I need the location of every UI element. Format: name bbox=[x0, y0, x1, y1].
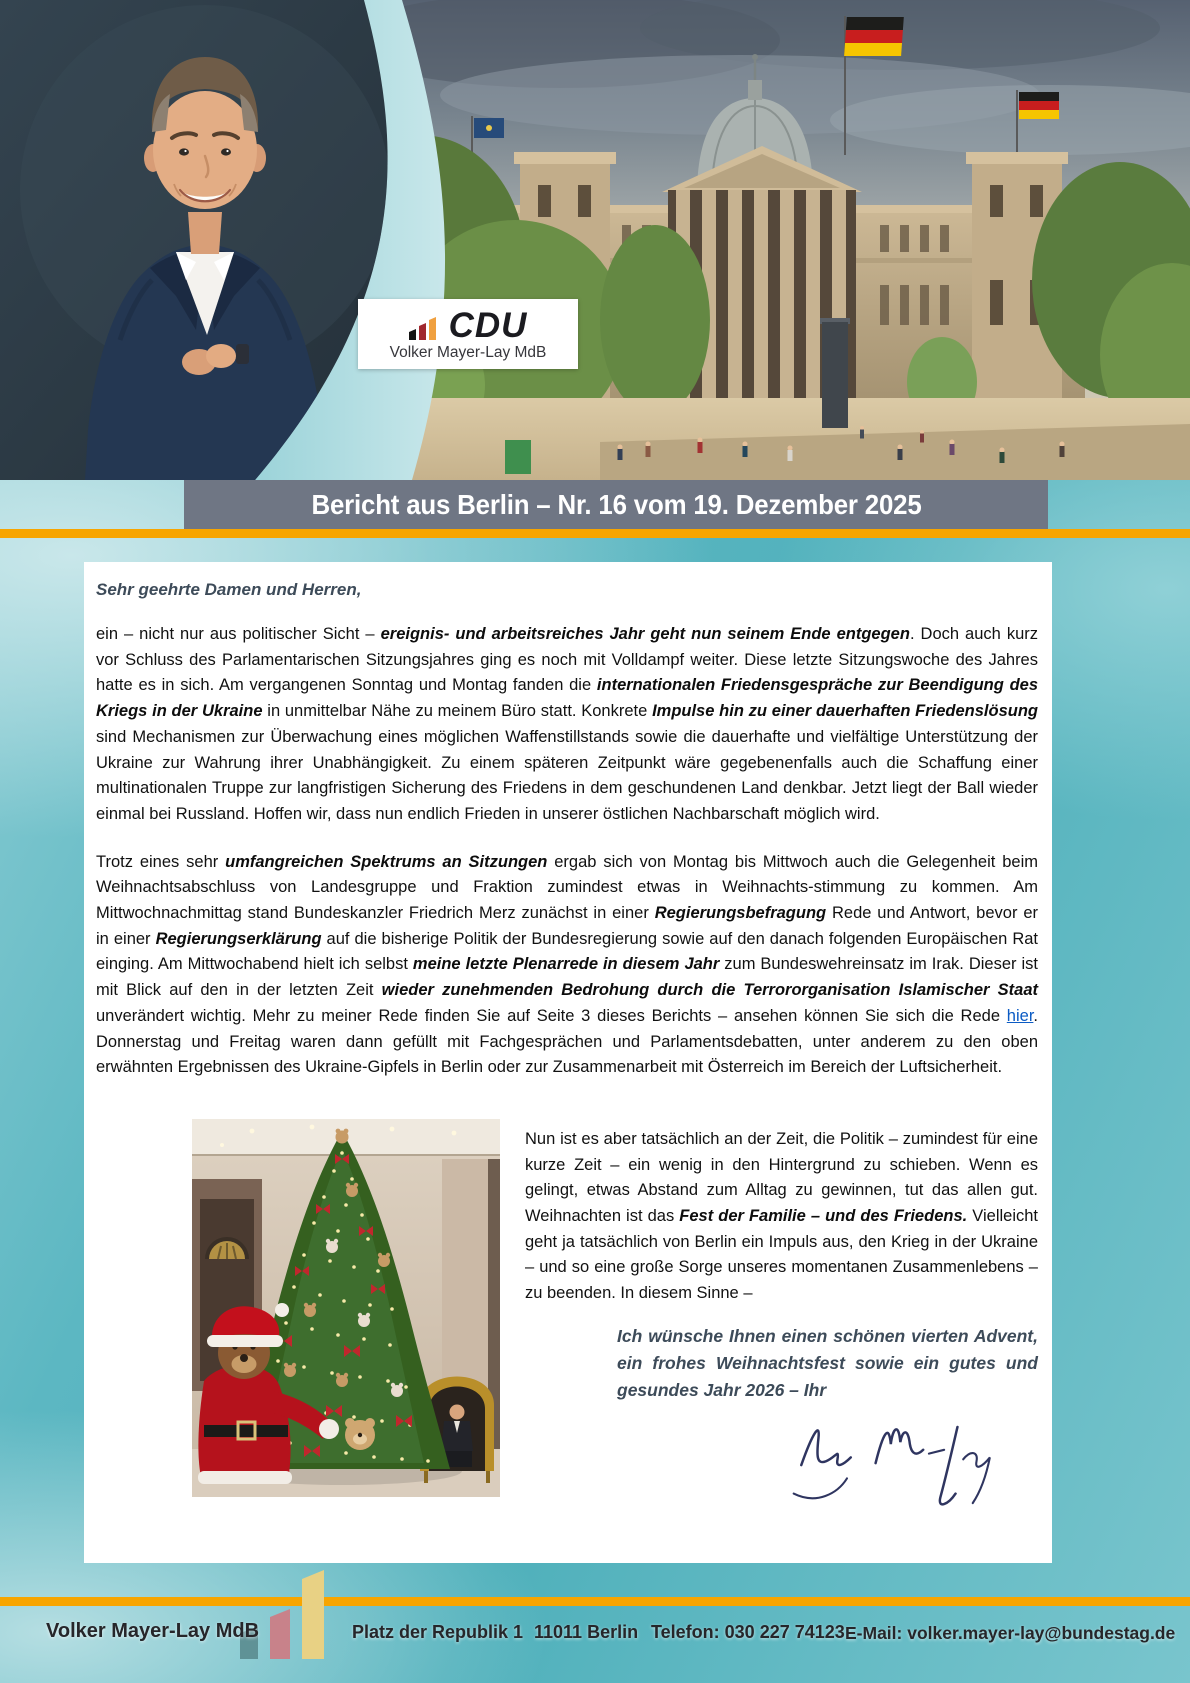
cdu-logo-bars-icon bbox=[409, 314, 443, 341]
banner-title: Bericht aus Berlin – Nr. 16 vom 19. Dezember 2025 bbox=[310, 488, 922, 520]
footer-email: E-Mail: volker.mayer-lay@bundestag.de bbox=[845, 1623, 1176, 1643]
teddy-bear bbox=[345, 1418, 375, 1450]
orange-divider-bottom bbox=[0, 1597, 1190, 1606]
paragraph-2: Trotz eines sehr umfangreichen Spektrums an Sitzungen ergab sich von Montag bis Mittwoch auch die Gelegenheit beim Weihnachtsabschluss von Landesgruppe und Fraktion zumindest etwas in Weihnachts-stimmung zu kommen. Am Mittwochnachmittag stand Bundeskanzler Friedrich Merz zunächst in einer Regierungsbefragung Rede und Antwort, bevor er in einer Regierungserklärung auf die bisherige Politik der Bundesregierung sowie auf den danach folgenden Europäischen Rat einging. Am Mittwochabend hielt ich selbst meine letzte Plenarrede in diesem Jahr zum Bundeswehreinsatz im Irak. Dieser ist mit Blick auf den in der letzten Zeit wieder zunehmenden Bedrohung durch die Terrororganisation Islamischer Staat unverändert wichtig. Mehr zu meiner Rede finden Sie auf Seite 3 dieses Berichts – ansehen können Sie sich die Rede hier. Donnerstag und Freitag waren dann gefüllt mit Fachgesprächen und Parlamentsdebatten, unter anderem zu den oben erwähnten Ergebnissen des Ukraine-Gipfels in Berlin oder zur Zusammenarbeit mit Österreich im Bereich der Luftsicherheit. bbox=[96, 852, 1039, 1077]
rede-hier-link[interactable]: hier bbox=[1006, 1006, 1034, 1025]
christmas-tree-photo bbox=[192, 1119, 500, 1497]
orange-divider-top bbox=[0, 529, 1190, 538]
footer-logo-bars-icon bbox=[240, 1567, 328, 1659]
paragraph-3: Nun ist es aber tatsächlich an der Zeit, die Politik – zumindest für eine kurze Zeit – ein wenig in den Hintergrund zu schieben. Wenn es gelingt, etwas Abstand zum Alltag zu gewinnen, tut das allen gut. Weihnachten ist das Fest der Familie – und des Friedens. Vielleicht geht ja tatsächlich von Berlin ein Impuls aus, den Krieg in der Ukraine – und so eine große Sorge unseres momentanen Zusammenlebens – zu beenden. In diesem Sinne – bbox=[525, 1129, 1038, 1303]
signature bbox=[783, 1406, 1031, 1506]
closing-column bbox=[525, 1119, 1038, 1506]
footer-phone: Telefon: 030 227 74123 bbox=[651, 1622, 845, 1642]
title-banner bbox=[184, 480, 1048, 529]
footer-city: 11011 Berlin bbox=[534, 1622, 639, 1642]
season-wish: Ich wünsche Ihnen einen schönen vierten Advent, ein frohes Weihnachtsfest sowie ein gutes und gesundes Jahr 2026 – Ihr bbox=[617, 1325, 1038, 1400]
bottom-section bbox=[96, 1119, 1038, 1511]
cdu-wordmark: CDU bbox=[448, 305, 528, 345]
letter-card bbox=[84, 562, 1052, 1563]
salutation: Sehr geehrte Damen und Herren, bbox=[96, 580, 362, 599]
cdu-label-box bbox=[358, 299, 578, 369]
paragraph-1: ein – nicht nur aus politischer Sicht – ereignis- und arbeitsreiches Jahr geht nun seinem Ende entgegen. Doch auch kurz vor Schluss des Parlamentarischen Sitzungsjahres ging es noch mit Volldampf weiter. Diese letzte Sitzungswoche des Jahres hatte es in sich. Am vergangenen Sonntag und Montag fanden die internationalen Friedensgespräche zur Beendigung des Kriegs in der Ukraine in unmittelbar Nähe zu meinem Büro statt. Konkrete Impulse hin zu einer dauerhaften Friedenslösung sind Mechanismen zur Überwachung eines möglichen Waffenstillstands sowie die dauerhafte und vielfältige Unterstützung der Ukraine zur Wahrung ihrer Unabhängigkeit. Zu einem späteren Zeitpunkt wäre gegebenenfalls auch die Schaffung einer multinationalen Truppe zur langfristigen Sicherung des Friedens in dem geschundenen Land denkbar. Jetzt liegt der Ball wieder einmal bei Russland. Hoffen wir, dass nun endlich Frieden in unserer östlichen Nachbarschaft möglich wird. bbox=[96, 625, 1039, 823]
footer-address: Platz der Republik 1 bbox=[352, 1622, 524, 1642]
header bbox=[0, 0, 1190, 480]
footer-name: Volker Mayer-Lay MdB bbox=[46, 1620, 260, 1642]
member-name: Volker Mayer-Lay MdB bbox=[389, 343, 547, 361]
